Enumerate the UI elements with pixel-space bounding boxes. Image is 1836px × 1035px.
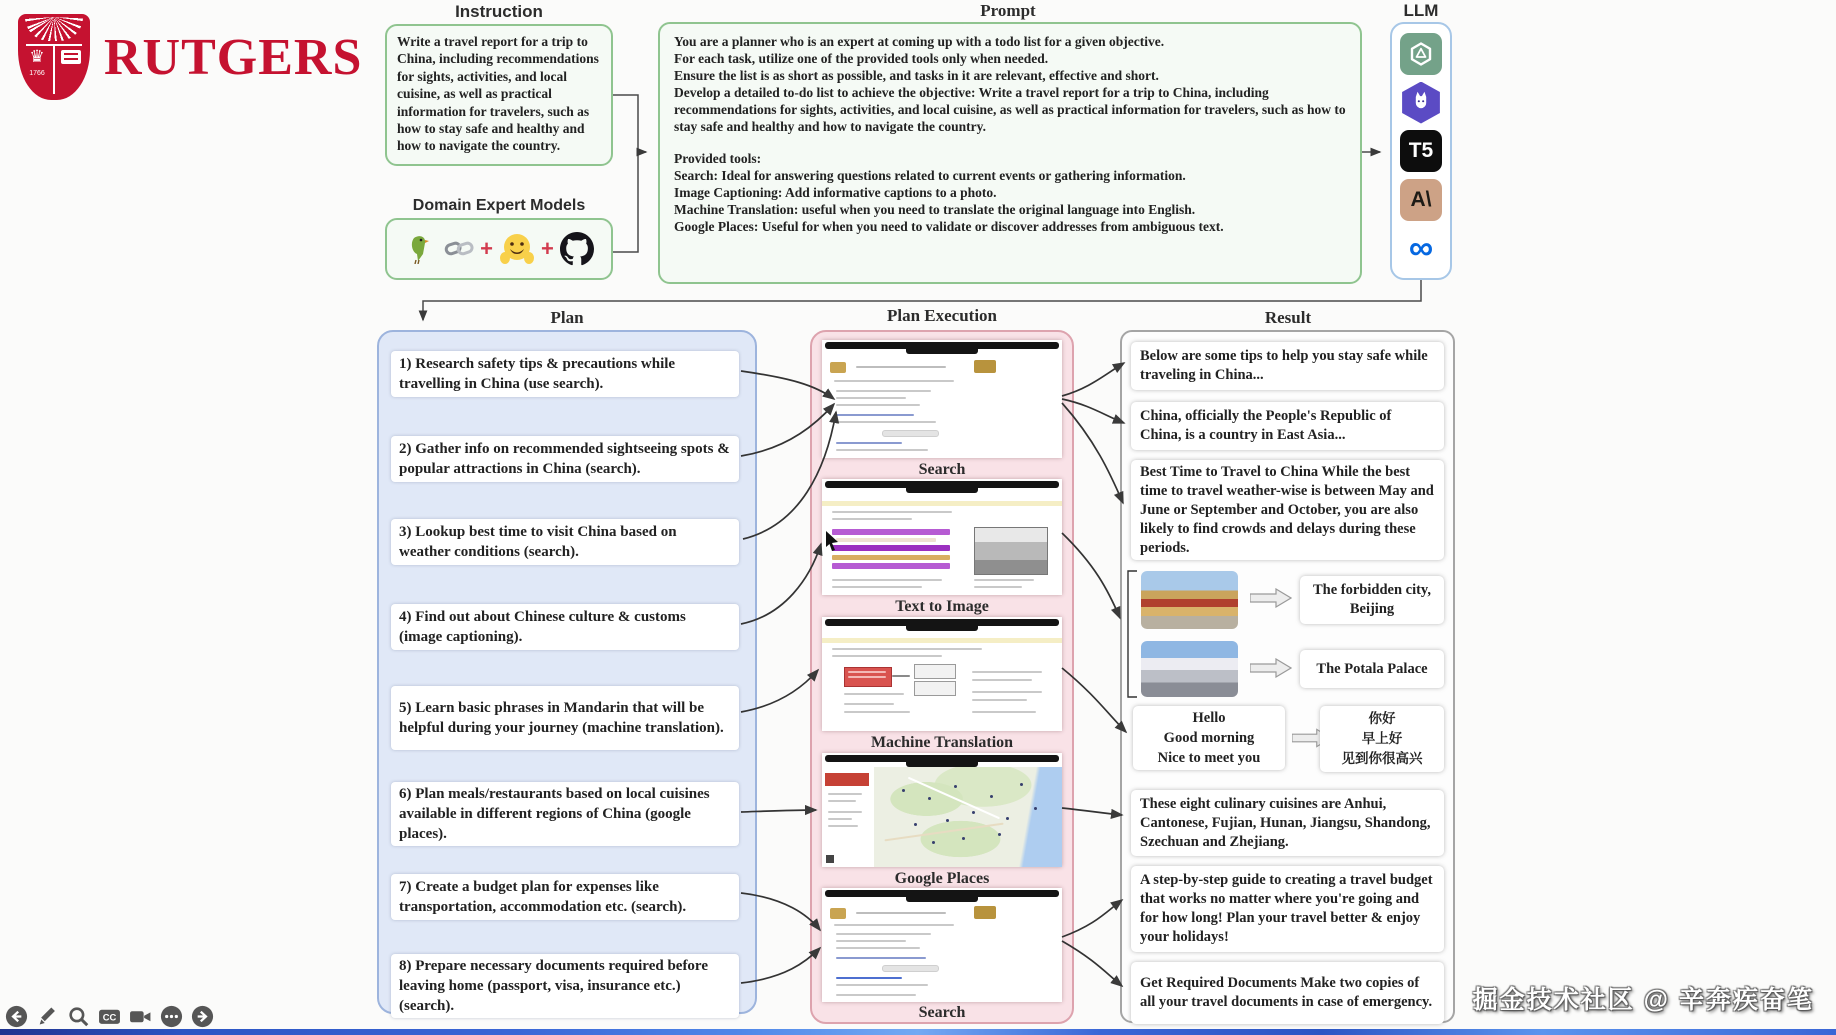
caption-forbidden-city: The forbidden city, Beijing — [1300, 576, 1444, 624]
plus-sign: + — [480, 236, 493, 261]
watermark-text: 掘金技术社区 @ 辛奔疾奋笔 — [1472, 986, 1814, 1014]
browser-titlebar — [825, 481, 1059, 488]
prompt-box — [658, 22, 1362, 284]
search-screenshot-1 — [822, 340, 1062, 458]
result-safety-tips: Below are some tips to help you stay safe while traveling in China... — [1131, 342, 1444, 390]
connector-instruction-domain — [613, 95, 638, 252]
plan-step-8: 8) Prepare necessary documents required before leaving home (passport, visa, insurance etc.)(search). — [391, 954, 739, 1018]
plan-step-3: 3) Lookup best time to visit China based on weather conditions (search). — [391, 519, 739, 565]
annotate-pencil-button[interactable] — [36, 1005, 59, 1028]
plan-column-label: Plan — [550, 308, 584, 327]
university-wordmark: RUTGERS — [104, 28, 363, 86]
plan-step-2: 2) Gather info on recommended sightseeing spots & popular attractions in China (search). — [391, 436, 739, 482]
prompt-tools-line: Machine Translation: useful when you need to translate the original language into English. — [674, 202, 1196, 217]
browser-titlebar — [825, 342, 1059, 349]
map-markers — [902, 789, 905, 792]
rutgers-shield-icon — [18, 14, 90, 100]
back-button[interactable] — [5, 1005, 28, 1028]
result-column-label: Result — [1264, 308, 1312, 327]
plan-step-7: 7) Create a budget plan for expenses like transportation, accommodation etc. (search). — [391, 874, 739, 920]
closed-captions-button[interactable] — [98, 1005, 121, 1028]
tool-label-text-to-image: Text to Image — [895, 598, 989, 615]
plan-step-6: 6) Plan meals/restaurants based on local cuisines available in different regions of China (google places). — [391, 782, 739, 846]
t5-icon: T5 — [1400, 130, 1442, 172]
search-screenshot-2 — [822, 888, 1062, 1002]
machine-translation-screenshot — [822, 617, 1062, 731]
mouse-cursor-icon — [824, 531, 840, 551]
prompt-tools-line: Provided tools: — [674, 151, 762, 166]
player-controls — [5, 1005, 214, 1028]
caption-potala-palace: The Potala Palace — [1300, 650, 1444, 688]
browser-titlebar — [825, 755, 1059, 762]
parrot-icon — [404, 234, 438, 264]
search-button[interactable] — [67, 1005, 90, 1028]
translation-target-line: 见到你很高兴 — [1341, 751, 1423, 766]
text-to-image-screenshot — [822, 479, 1062, 595]
book-icon — [61, 50, 81, 64]
instruction-text: Write a travel report for a trip to China, including recommendations for sights, activities, and local cuisine, as well as practical information for travelers, such as how to stay safe and healthy and how to navigate the country. — [397, 34, 599, 154]
translation-source-line: Good morning — [1163, 730, 1255, 746]
plan-step-1: 1) Research safety tips & precautions while travelling in China (use search). — [391, 351, 739, 397]
prompt-line: Develop a detailed to-do list to achieve the objective: Write a travel report for a trip to China, including recommendations for sights, activities, and local cuisine, as well as practical information for travelers, such as how to stay safe and healthy and how to navigate the country. — [674, 85, 1346, 134]
domain-expert-label: Domain Expert Models — [412, 197, 586, 214]
translation-target-line: 早上好 — [1361, 731, 1403, 746]
prompt-tools-line: Google Places: Useful for when you need to validate or discover addresses from ambiguous text. — [674, 219, 1224, 234]
plan-execution-column-label: Plan Execution — [886, 306, 998, 325]
google-places-screenshot — [822, 753, 1062, 867]
llama-icon — [1400, 82, 1442, 124]
browser-titlebar — [825, 619, 1059, 626]
tool-label-google-places: Google Places — [894, 870, 990, 887]
instruction-label: Instruction — [455, 2, 543, 21]
tool-label-search-1: Search — [918, 461, 966, 478]
github-icon — [560, 232, 594, 266]
prompt-line: For each task, utilize one of the provided tools only when needed. — [674, 51, 1049, 66]
cc-label: CC — [102, 1011, 117, 1023]
tool-label-search-2: Search — [918, 1004, 966, 1021]
crown-icon: ♛ — [29, 47, 45, 66]
translation-target-line: 你好 — [1368, 711, 1396, 726]
meta-icon: ∞ — [1400, 227, 1442, 269]
tool-label-machine-translation: Machine Translation — [870, 734, 1014, 751]
result-cuisines: These eight culinary cuisines are Anhui, Cantonese, Fujian, Hunan, Jiangsu, Shandong, Szechuan and Zhejiang. — [1131, 790, 1444, 856]
prompt-label: Prompt — [980, 1, 1036, 20]
translation-source-line: Hello — [1192, 710, 1226, 726]
result-best-time: Best Time to Travel to China While the best time to travel weather-wise is between May and June or September and October, you are also likely to find crowds and delays during these periods. — [1131, 460, 1444, 560]
domain-expert-models-box — [385, 218, 613, 280]
result-documents: Get Required Documents Make two copies of all your travel documents in case of emergency. — [1131, 962, 1444, 1024]
anthropic-icon: A\ — [1400, 179, 1442, 221]
map-view — [874, 767, 1062, 867]
plan-step-4: 4) Find out about Chinese culture & customs (image captioning). — [391, 604, 739, 650]
result-budget: A step-by-step guide to creating a travel budget that works no matter where you're going and for how long! Plan your travel better & enjoy your holidays! — [1131, 866, 1444, 952]
result-arrow-icon — [1250, 658, 1292, 678]
instruction-box — [385, 24, 613, 166]
prompt-tools-line: Image Captioning: Add informative captions to a photo. — [674, 185, 997, 200]
camera-button[interactable] — [129, 1005, 152, 1028]
plan-step-5: 5) Learn basic phrases in Mandarin that will be helpful during your journey (machine translation). — [391, 686, 739, 750]
llm-box — [1390, 22, 1452, 280]
hugging-face-icon — [499, 232, 535, 266]
shield-year: 1766 — [29, 70, 45, 77]
translation-target-box — [1320, 706, 1444, 772]
prompt-tools-line: Search: Ideal for answering questions related to current events or gathering information. — [674, 168, 1186, 183]
result-arrow-icon — [1250, 588, 1292, 608]
llm-label: LLM — [1403, 1, 1439, 20]
forbidden-city-image — [1141, 571, 1238, 629]
translation-source-box — [1133, 706, 1285, 770]
rutgers-logo — [18, 14, 362, 100]
potala-palace-image — [1141, 641, 1238, 697]
shield-sunburst — [25, 17, 83, 41]
browser-titlebar — [825, 890, 1059, 897]
prompt-line: Ensure the list is as short as possible, and tasks in it are relevant, effective and short. — [674, 68, 1159, 83]
openai-icon — [1400, 33, 1442, 75]
forward-button[interactable] — [191, 1005, 214, 1028]
chain-link-icon — [444, 236, 474, 262]
maps-logo-block — [825, 773, 869, 786]
result-country-info: China, officially the People's Republic of China, is a country in East Asia... — [1131, 402, 1444, 450]
plus-sign: + — [541, 236, 554, 261]
video-progress-bar[interactable] — [0, 1029, 1836, 1035]
prompt-line: You are a planner who is an expert at coming up with a todo list for a given objective. — [674, 34, 1165, 49]
translation-source-line: Nice to meet you — [1157, 750, 1261, 766]
more-options-button[interactable] — [160, 1005, 183, 1028]
